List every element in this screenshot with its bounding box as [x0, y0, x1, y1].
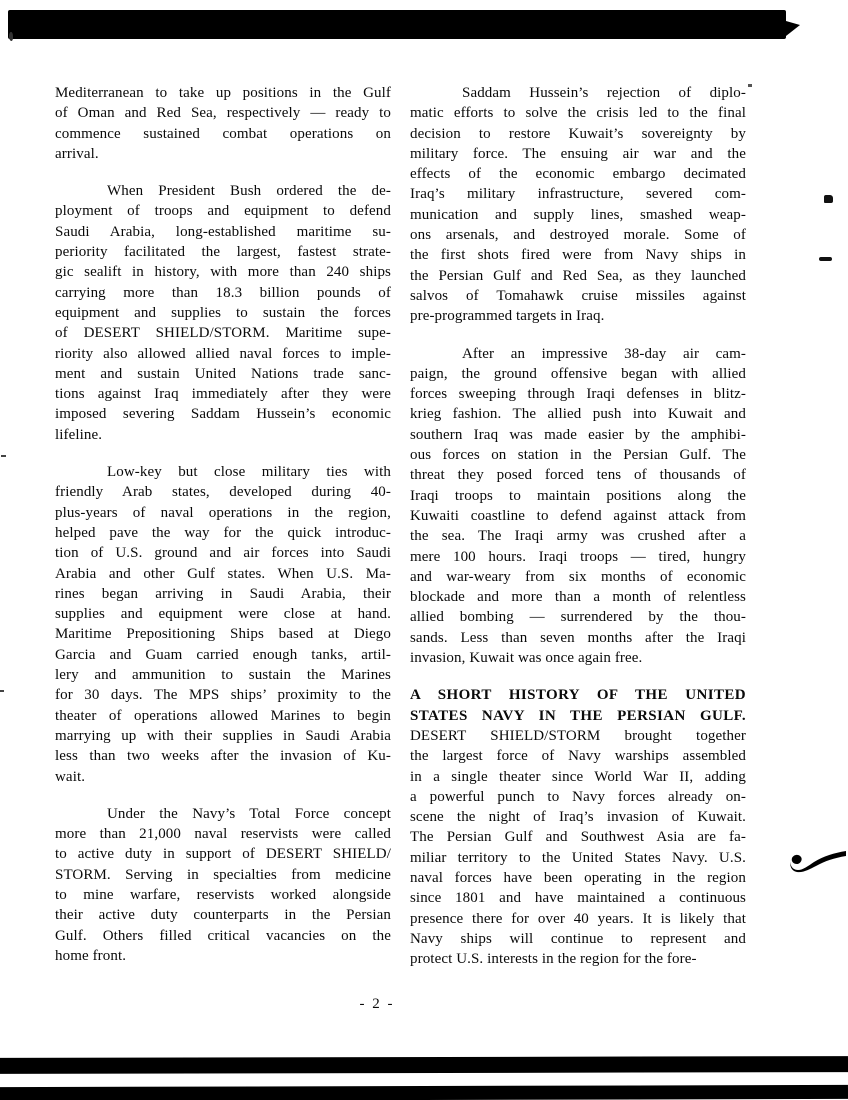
- text-line: periority facilitated the largest, fastest strate-: [55, 244, 391, 261]
- text-line: lery and ammunition to sustain the Marines: [55, 667, 391, 684]
- text-line: protect U.S. interests in the region for the fore-: [410, 951, 697, 968]
- text-line: Navy ships will continue to represent and: [410, 930, 746, 947]
- text-line: Saudi Arabia, long-established maritime su-: [55, 223, 391, 240]
- scan-artifact-bottom-bar-2: [0, 1085, 848, 1100]
- text-line: paign, the ground offensive began with allied: [410, 365, 746, 382]
- paragraph: [410, 344, 746, 669]
- text-line: less than two weeks after the invasion of Ku-: [55, 748, 391, 765]
- text-line: gic sealift in history, with more than 240 ships: [55, 264, 391, 281]
- text-line: in a single theater since World War II, adding: [410, 768, 746, 785]
- text-line: Maritime Prepositioning Ships based at Diego: [55, 626, 391, 643]
- handwritten-pen-mark: [787, 845, 848, 875]
- text-line: threat they posed forced tens of thousands of: [410, 467, 746, 484]
- text-line: Garcia and Guam carried enough tanks, artil-: [55, 646, 391, 663]
- section-heading-line: A SHORT HISTORY OF THE UNITED: [410, 687, 746, 704]
- text-line: equipment and supplies to sustain the forces: [55, 304, 391, 321]
- text-line: decision to restore Kuwait’s sovereignty by: [410, 125, 746, 142]
- section-heading-line: STATES NAVY IN THE PERSIAN GULF.: [410, 707, 746, 724]
- text-line: ons arsenals, and destroyed morale. Some of: [410, 227, 746, 244]
- text-line: friendly Arab states, developed during 40-: [55, 484, 391, 501]
- text-line: a powerful punch to Navy forces already on-: [410, 788, 746, 805]
- text-line: tion of U.S. ground and air forces into Saudi: [55, 545, 391, 562]
- text-line: imposed severing Saddam Hussein’s economic: [55, 406, 391, 423]
- text-line: carrying more than 18.3 billion pounds of: [55, 284, 391, 301]
- text-line: riority also allowed allied naval forces to imple-: [55, 345, 391, 362]
- text-line: Iraqi troops to maintain positions along the: [410, 487, 746, 504]
- text-line: naval forces have been operating in the region: [410, 869, 746, 886]
- paragraph: [55, 804, 391, 966]
- text-line: mere 100 hours. Iraqi troops — tired, hungry: [410, 548, 746, 565]
- text-line: to mine warfare, reservists worked alongside: [55, 886, 391, 903]
- ink-speck: [824, 195, 833, 203]
- text-line: invasion, Kuwait was once again free.: [410, 650, 643, 667]
- text-line: and war-weary from six months of economic: [410, 568, 746, 585]
- text-line: forces sweeping through Iraqi defenses in blitz-: [410, 386, 746, 403]
- text-line: ous forces on station in the Persian Gulf. The: [410, 447, 746, 464]
- paragraph: [410, 685, 746, 969]
- text-line: When President Bush ordered the de-: [107, 183, 391, 200]
- ink-speck: [748, 84, 752, 87]
- text-line: wait.: [55, 768, 86, 785]
- text-line: rines began arriving in Saudi Arabia, their: [55, 585, 391, 602]
- text-line: plus-years of naval operations in the region,: [55, 504, 391, 521]
- text-line: theater of operations allowed Marines to begin: [55, 707, 391, 724]
- text-line: of DESERT SHIELD/STORM. Maritime supe-: [55, 325, 391, 342]
- text-line: supplies and equipment were close at hand.: [55, 606, 391, 623]
- text-line: STORM. Serving in specialties from medicine: [55, 866, 391, 883]
- text-line: Iraq’s military infrastructure, severed com-: [410, 186, 746, 203]
- text-line: commence sustained combat operations on: [55, 125, 391, 142]
- text-line: marrying up with their supplies in Saudi Arabia: [55, 727, 391, 744]
- text-line: Under the Navy’s Total Force concept: [107, 805, 391, 822]
- text-line: matic efforts to solve the crisis led to the final: [410, 105, 746, 122]
- text-line: pre-programmed targets in Iraq.: [410, 308, 605, 325]
- text-line: to active duty in support of DESERT SHIELD/: [55, 846, 391, 863]
- ink-speck: [819, 257, 832, 261]
- text-line: blockade and more than a month of relentless: [410, 589, 746, 606]
- text-line: the largest force of Navy warships assembled: [410, 748, 746, 765]
- ink-speck: [0, 690, 4, 692]
- page-number: - 2 -: [359, 996, 395, 1012]
- text-line: munication and supply lines, smashed weap-: [410, 206, 746, 223]
- text-line: Arabia and other Gulf states. When U.S. Ma-: [55, 565, 391, 582]
- pen-stroke-shape: [787, 845, 848, 875]
- paragraph: [55, 181, 391, 445]
- text-line: military force. The ensuing air war and the: [410, 145, 746, 162]
- text-line: sands. Less than seven months after the Iraqi: [410, 629, 746, 646]
- left-column: [55, 83, 391, 966]
- text-line: Saddam Hussein’s rejection of diplo-: [462, 85, 746, 101]
- text-line: for 30 days. The MPS ships’ proximity to the: [55, 687, 391, 704]
- text-line: since 1801 and have maintained a continuous: [410, 890, 746, 907]
- text-line: more than 21,000 naval reservists were called: [55, 826, 391, 843]
- text-line: ment and sustain United Nations trade sanc-: [55, 365, 391, 382]
- text-line: After an impressive 38-day air cam-: [462, 345, 746, 362]
- scan-artifact-top-bar: [8, 10, 786, 39]
- text-line: tions against Iraq immediately after they were: [55, 386, 391, 403]
- paragraph: [410, 83, 746, 327]
- paragraph: [55, 83, 391, 164]
- text-line: DESERT SHIELD/STORM brought together: [410, 727, 746, 744]
- paragraph: [55, 462, 391, 787]
- text-line: Kuwaiti coastline to defend against attack from: [410, 507, 746, 524]
- text-line: presence there for over 40 years. It is likely that: [410, 910, 746, 927]
- text-line: salvos of Tomahawk cruise missiles against: [410, 287, 746, 304]
- text-line: the first shots fired were from Navy ships in: [410, 247, 746, 264]
- text-line: allied bombing — surrendered by the thou-: [410, 609, 746, 626]
- text-line: of Oman and Red Sea, respectively — ready to: [55, 105, 391, 122]
- text-line: helped pave the way for the quick introduc-: [55, 524, 391, 541]
- text-line: effects of the economic embargo decimated: [410, 166, 746, 183]
- text-line: miliar territory to the United States Navy. U.S.: [410, 849, 746, 866]
- right-column: [410, 83, 746, 969]
- ink-speck: [9, 32, 13, 41]
- text-line: Mediterranean to take up positions in the Gulf: [55, 85, 391, 101]
- text-line: ployment of troops and equipment to defend: [55, 203, 391, 220]
- ink-speck: [1, 455, 6, 457]
- text-line: scene the night of Iraq’s invasion of Kuwait.: [410, 809, 746, 826]
- text-line: lifeline.: [55, 426, 103, 443]
- scan-artifact-bottom-bar-1: [0, 1056, 848, 1074]
- text-line: home front.: [55, 947, 127, 964]
- text-line: Low-key but close military ties with: [107, 464, 391, 481]
- text-line: their active duty counterparts in the Persian: [55, 907, 391, 924]
- text-line: southern Iraq was made easier by the amphibi-: [410, 426, 746, 443]
- text-line: the sea. The Iraqi army was crushed after a: [410, 528, 746, 545]
- text-line: The Persian Gulf and Southwest Asia are fa-: [410, 829, 746, 846]
- text-line: arrival.: [55, 145, 99, 162]
- text-line: krieg fashion. The allied push into Kuwait and: [410, 406, 746, 423]
- text-line: Gulf. Others filled critical vacancies on the: [55, 927, 391, 944]
- text-line: the Persian Gulf and Red Sea, as they launched: [410, 267, 746, 284]
